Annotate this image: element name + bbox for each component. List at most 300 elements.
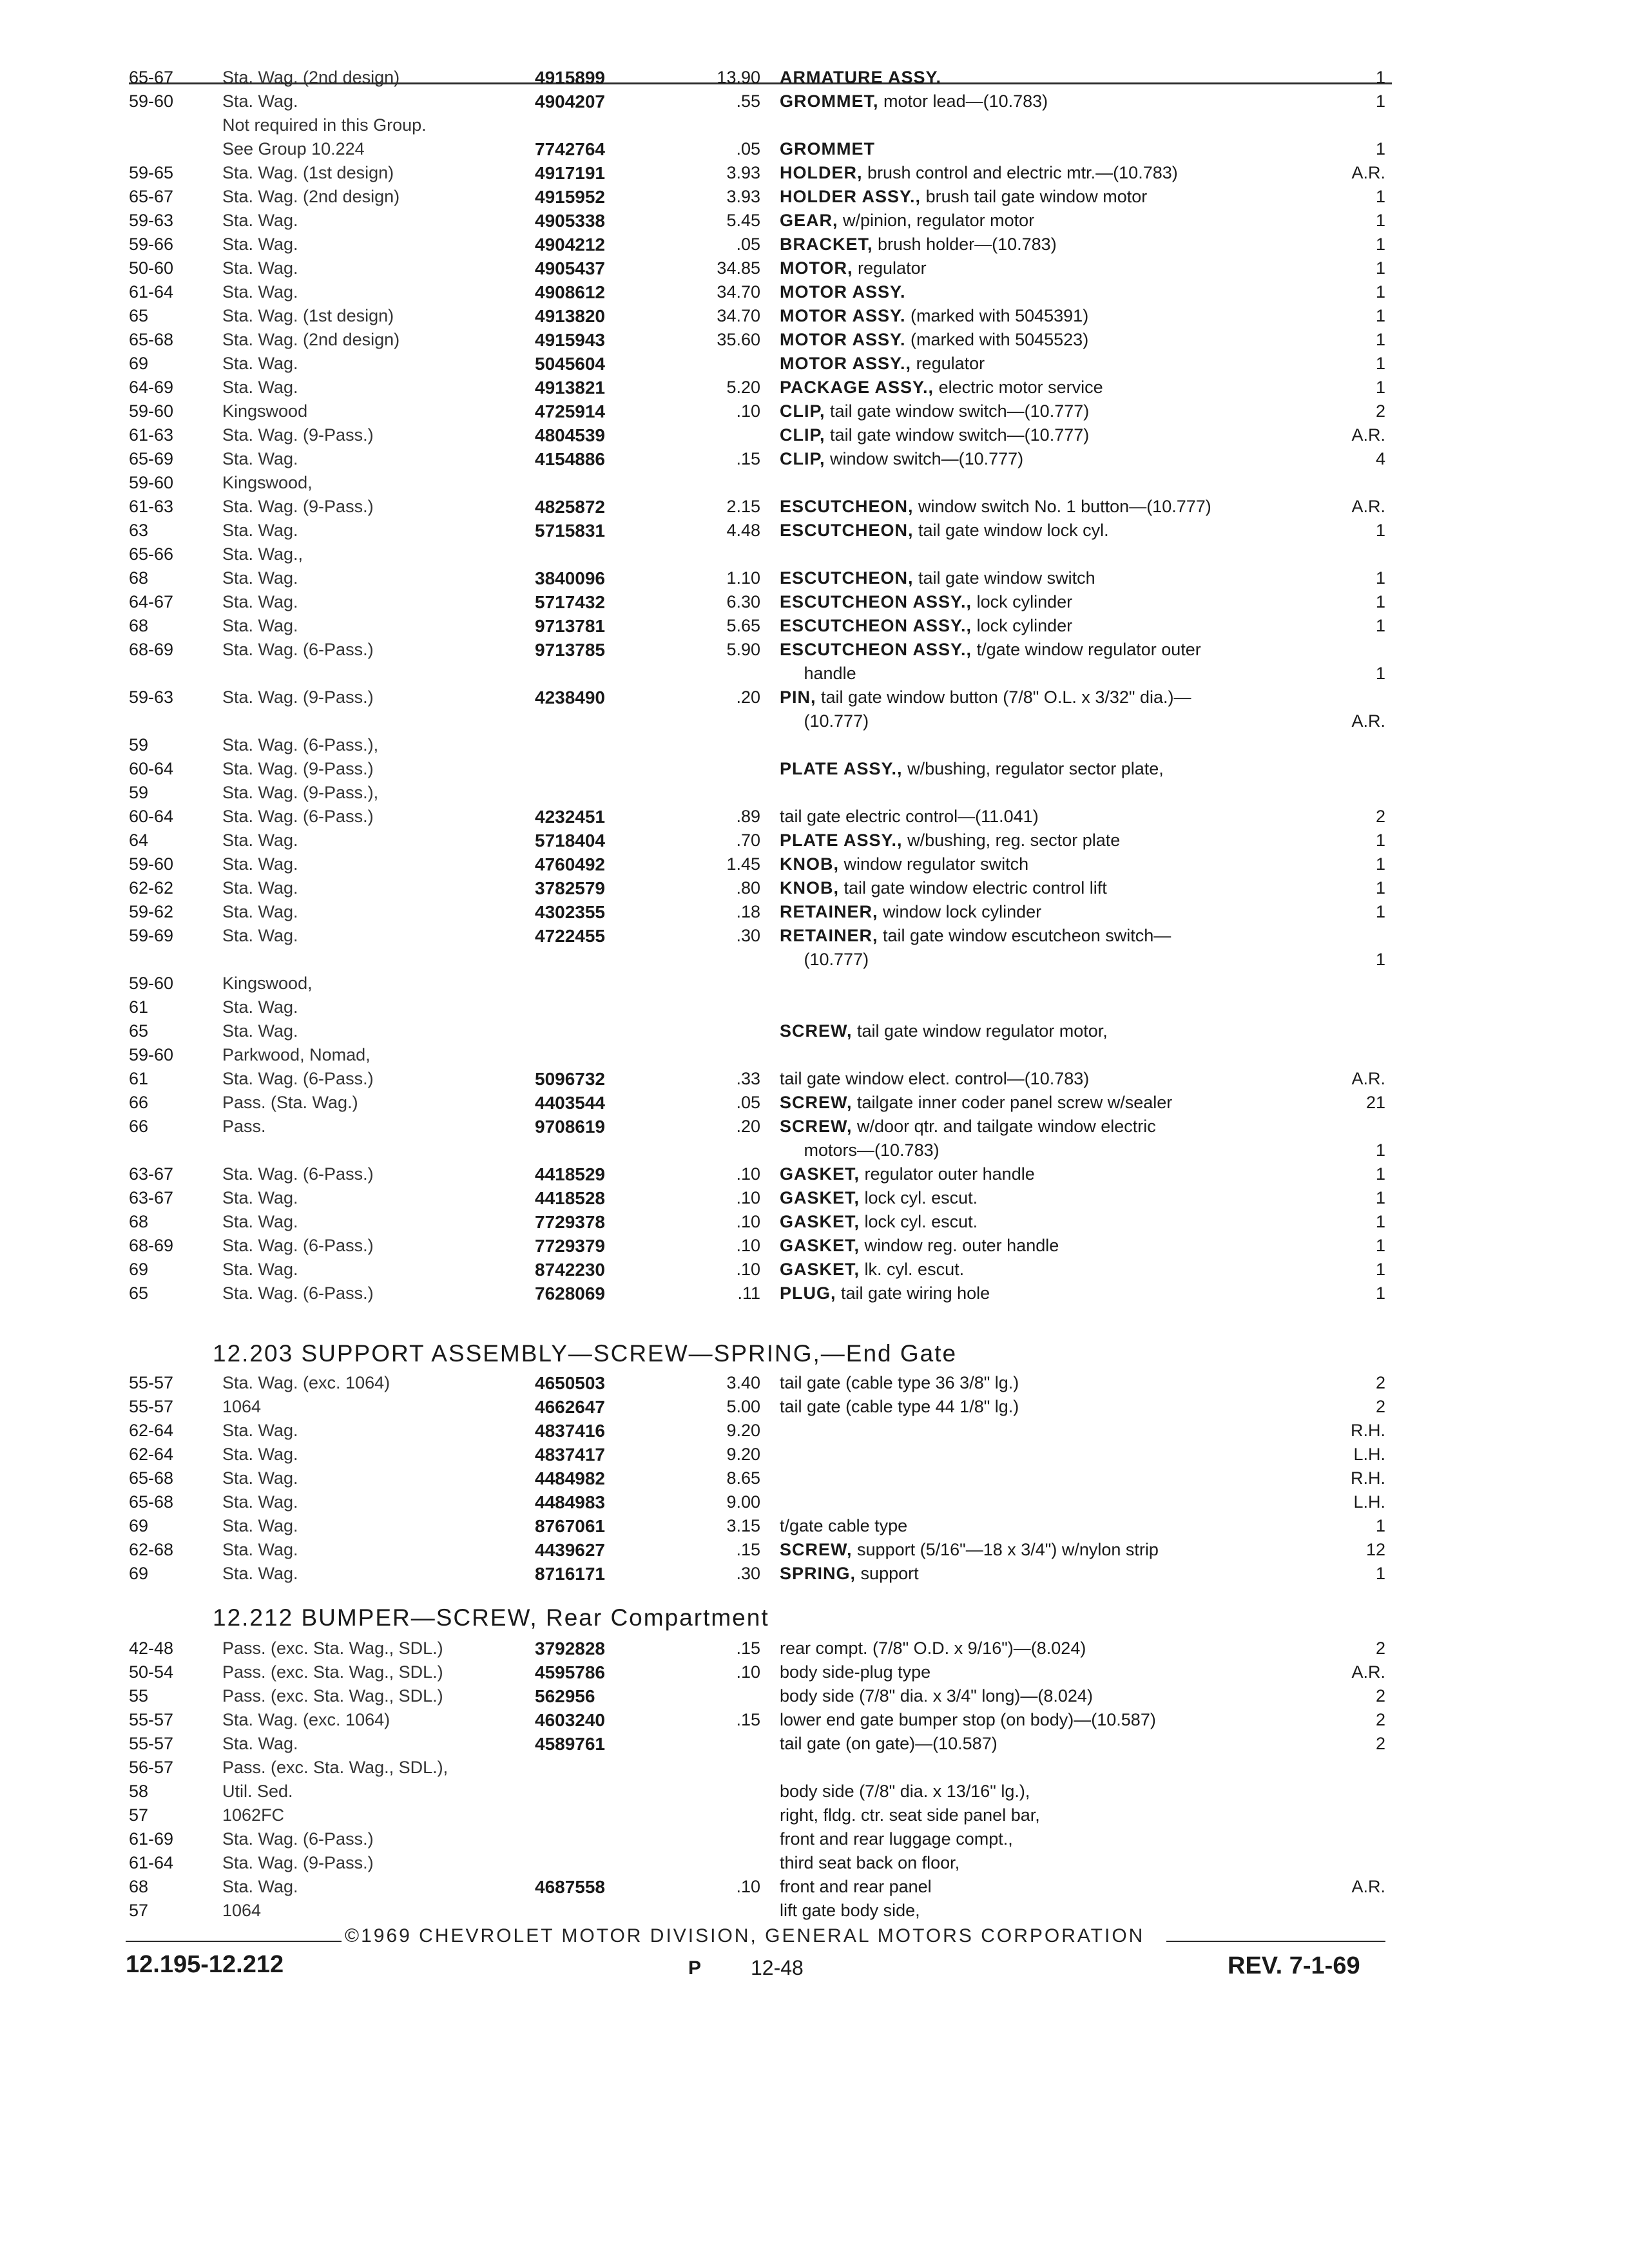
part-detail: lift gate body side, xyxy=(780,1901,920,1920)
list-price: 3.93 xyxy=(726,163,760,182)
part-number: 4418529 xyxy=(535,1164,606,1184)
part-description xyxy=(780,1091,1334,1115)
part-description xyxy=(780,185,1334,209)
part-number: 4915943 xyxy=(535,330,606,350)
model-description: Sta. Wag. xyxy=(222,616,298,635)
part-name: SCREW, xyxy=(780,1021,853,1041)
model-description: Sta. Wag. xyxy=(222,1877,298,1896)
part-detail: front and rear luggage compt., xyxy=(780,1829,1013,1849)
model-years: 68-69 xyxy=(129,1236,174,1255)
part-detail: lk. cyl. escut. xyxy=(864,1260,965,1279)
model-years: 65 xyxy=(129,306,149,325)
parts-row xyxy=(129,471,1392,495)
model-description: Sta. Wag. xyxy=(222,568,298,588)
part-number: 3792828 xyxy=(535,1639,606,1658)
part-detail: rear compt. (7/8" O.D. x 9/16")—(8.024) xyxy=(780,1639,1086,1658)
model-description: Sta. Wag. xyxy=(222,1564,298,1583)
model-description: Util. Sed. xyxy=(222,1782,293,1801)
part-number: 4154886 xyxy=(535,449,606,469)
part-detail: tail gate (cable type 44 1/8" lg.) xyxy=(780,1397,1019,1416)
part-name: RETAINER, xyxy=(780,926,878,945)
part-number: 4662647 xyxy=(535,1397,606,1417)
list-price: 3.15 xyxy=(726,1516,760,1535)
model-years: 59-62 xyxy=(129,902,174,921)
quantity: A.R. xyxy=(1351,1069,1385,1088)
quantity: A.R. xyxy=(1351,1662,1385,1682)
model-description: Sta. Wag. (2nd design) xyxy=(222,68,400,87)
list-price: 34.70 xyxy=(717,282,760,302)
part-detail: body side-plug type xyxy=(780,1662,931,1682)
part-number: 4603240 xyxy=(535,1710,606,1730)
part-description xyxy=(780,662,1334,686)
parts-row xyxy=(129,113,1392,137)
quantity: 4 xyxy=(1375,449,1385,468)
list-price: .10 xyxy=(736,1877,760,1896)
parts-row xyxy=(129,1282,1392,1305)
model-description: Sta. Wag. (exc. 1064) xyxy=(222,1373,390,1392)
parts-row xyxy=(129,447,1392,471)
part-description xyxy=(780,1851,1334,1875)
model-years: 63 xyxy=(129,521,149,540)
quantity: 1 xyxy=(1375,1283,1385,1303)
model-years: 65 xyxy=(129,1021,149,1041)
part-number: 3782579 xyxy=(535,878,606,898)
part-description xyxy=(780,399,1334,423)
quantity: 2 xyxy=(1375,401,1385,421)
model-years: 64-67 xyxy=(129,592,174,611)
model-years: 65-67 xyxy=(129,68,174,87)
part-number: 4439627 xyxy=(535,1540,606,1560)
model-description: Sta. Wag. xyxy=(222,1516,298,1535)
parts-row xyxy=(129,566,1392,590)
list-price: 8.65 xyxy=(726,1468,760,1488)
part-name: KNOB, xyxy=(780,878,839,898)
part-detail: w/bushing, reg. sector plate xyxy=(907,831,1121,850)
list-price: 2.15 xyxy=(726,497,760,516)
part-number: 4687558 xyxy=(535,1877,606,1897)
list-price: .89 xyxy=(736,807,760,826)
part-name: PLATE ASSY., xyxy=(780,831,903,850)
model-years: 59-60 xyxy=(129,854,174,874)
model-description: Sta. Wag. (6-Pass.) xyxy=(222,1829,374,1849)
model-years: 55 xyxy=(129,1686,149,1706)
model-description: Sta. Wag. xyxy=(222,854,298,874)
parts-row xyxy=(129,1899,1392,1923)
part-name: PACKAGE ASSY., xyxy=(780,378,934,397)
quantity: A.R. xyxy=(1351,1877,1385,1896)
parts-row xyxy=(129,256,1392,280)
part-description xyxy=(780,1899,1334,1923)
part-detail: motors—(10.783) xyxy=(780,1140,940,1160)
part-detail: tail gate window button (7/8" O.L. x 3/32" dia.)— xyxy=(821,687,1191,707)
part-detail: support (5/16"—18 x 3/4") w/nylon strip xyxy=(857,1540,1159,1559)
model-years: 59-60 xyxy=(129,401,174,421)
list-price: 5.65 xyxy=(726,616,760,635)
part-name: ESCUTCHEON, xyxy=(780,497,914,516)
quantity: 1 xyxy=(1375,616,1385,635)
part-detail: t/gate window regulator outer xyxy=(976,640,1201,659)
model-description: Sta. Wag. xyxy=(222,1421,298,1440)
model-description: Sta. Wag. xyxy=(222,235,298,254)
parts-row xyxy=(129,352,1392,376)
quantity: 1 xyxy=(1375,91,1385,111)
list-price: .10 xyxy=(736,401,760,421)
part-description xyxy=(780,1637,1334,1660)
model-years: 61-69 xyxy=(129,1829,174,1849)
part-number: 4904212 xyxy=(535,235,606,255)
part-description xyxy=(780,1395,1334,1419)
model-years: 50-60 xyxy=(129,258,174,278)
part-description xyxy=(780,161,1334,185)
part-detail: tail gate window electric control lift xyxy=(843,878,1107,898)
part-detail: brush control and electric mtr.—(10.783) xyxy=(867,163,1178,182)
model-description: Not required in this Group. xyxy=(222,115,427,135)
part-number: 4917191 xyxy=(535,163,606,183)
part-number: 4804539 xyxy=(535,425,606,445)
parts-row xyxy=(129,233,1392,256)
part-detail: window regulator switch xyxy=(843,854,1029,874)
section-header-12-212: 12.212 BUMPER—SCREW, Rear Compartment xyxy=(213,1604,769,1631)
part-detail: lock cylinder xyxy=(976,592,1073,611)
part-description xyxy=(780,686,1334,709)
part-detail: motor lead—(10.783) xyxy=(883,91,1048,111)
quantity: 1 xyxy=(1375,306,1385,325)
part-description xyxy=(780,876,1334,900)
quantity: 1 xyxy=(1375,187,1385,206)
part-name: HOLDER ASSY., xyxy=(780,187,921,206)
part-description xyxy=(780,1875,1334,1899)
part-detail: w/door qtr. and tailgate window electric xyxy=(857,1117,1156,1136)
part-detail: lock cyl. escut. xyxy=(864,1212,978,1231)
part-detail: handle xyxy=(780,664,856,683)
list-price: .30 xyxy=(736,1564,760,1583)
parts-row xyxy=(129,733,1392,757)
part-detail: regulator xyxy=(916,354,985,373)
model-description: Sta. Wag. xyxy=(222,592,298,611)
part-number: 4905437 xyxy=(535,258,606,278)
model-description: Pass. xyxy=(222,1117,266,1136)
part-description xyxy=(780,1115,1334,1139)
quantity: R.H. xyxy=(1351,1468,1385,1488)
part-description xyxy=(780,1282,1334,1305)
model-years: 62-68 xyxy=(129,1540,174,1559)
model-years: 65-69 xyxy=(129,449,174,468)
parts-row xyxy=(129,1067,1392,1091)
model-years: 59-66 xyxy=(129,235,174,254)
model-description: Pass. (exc. Sta. Wag., SDL.) xyxy=(222,1662,443,1682)
part-number: 7729378 xyxy=(535,1212,606,1232)
quantity: 1 xyxy=(1375,258,1385,278)
parts-row xyxy=(129,852,1392,876)
part-number: 8767061 xyxy=(535,1516,606,1536)
model-description: Sta. Wag. (6-Pass.) xyxy=(222,640,374,659)
model-years: 69 xyxy=(129,1260,149,1279)
part-description xyxy=(780,137,1334,161)
model-years: 65-68 xyxy=(129,1492,174,1512)
part-detail: tail gate window switch—(10.777) xyxy=(830,425,1090,445)
part-number: 4418528 xyxy=(535,1188,606,1208)
parts-row xyxy=(129,1732,1392,1756)
parts-row xyxy=(129,1875,1392,1899)
model-years: 69 xyxy=(129,354,149,373)
part-number: 4403544 xyxy=(535,1093,606,1113)
part-detail: tail gate window switch xyxy=(918,568,1095,588)
model-description: Pass. (Sta. Wag.) xyxy=(222,1093,358,1112)
list-price: .15 xyxy=(736,1540,760,1559)
quantity: 2 xyxy=(1375,1397,1385,1416)
model-description: Sta. Wag. xyxy=(222,1212,298,1231)
parts-row xyxy=(129,1562,1392,1586)
parts-row xyxy=(129,66,1392,90)
part-description xyxy=(780,352,1334,376)
list-price: 35.60 xyxy=(717,330,760,349)
list-price: .10 xyxy=(736,1260,760,1279)
model-description: 1064 xyxy=(222,1901,262,1920)
part-detail: brush tail gate window motor xyxy=(925,187,1148,206)
model-years: 66 xyxy=(129,1117,149,1136)
part-number: 4825872 xyxy=(535,497,606,517)
part-number: 4837416 xyxy=(535,1421,606,1441)
model-years: 50-54 xyxy=(129,1662,174,1682)
model-description: Sta. Wag. xyxy=(222,1021,298,1041)
part-detail: t/gate cable type xyxy=(780,1516,908,1535)
part-detail: lock cyl. escut. xyxy=(864,1188,978,1207)
part-name: MOTOR ASSY. xyxy=(780,306,906,325)
part-name: SPRING, xyxy=(780,1564,856,1583)
parts-row xyxy=(129,1538,1392,1562)
part-number: 4725914 xyxy=(535,401,606,421)
part-number: 7628069 xyxy=(535,1283,606,1303)
parts-row xyxy=(129,805,1392,829)
part-name: MOTOR, xyxy=(780,258,853,278)
part-name: PLATE ASSY., xyxy=(780,759,903,778)
parts-row xyxy=(129,638,1392,662)
parts-row xyxy=(129,399,1392,423)
model-years: 61 xyxy=(129,997,149,1017)
model-description: Sta. Wag. xyxy=(222,1492,298,1512)
part-detail: tail gate wiring hole xyxy=(841,1283,990,1303)
part-name: MOTOR ASSY., xyxy=(780,354,912,373)
part-number: 8716171 xyxy=(535,1564,606,1584)
part-detail: tailgate inner coder panel screw w/sealer xyxy=(857,1093,1173,1112)
list-price: 13.90 xyxy=(717,68,760,87)
part-description xyxy=(780,757,1334,781)
model-years: 59-60 xyxy=(129,974,174,993)
list-price: 4.48 xyxy=(726,521,760,540)
model-years: 59 xyxy=(129,783,149,802)
model-years: 42-48 xyxy=(129,1639,174,1658)
parts-row xyxy=(129,1756,1392,1780)
parts-row xyxy=(129,423,1392,447)
part-detail: window lock cylinder xyxy=(883,902,1042,921)
part-number: 7729379 xyxy=(535,1236,606,1256)
list-price: 1.45 xyxy=(726,854,760,874)
model-years: 60-64 xyxy=(129,807,174,826)
part-detail: (10.777) xyxy=(780,711,869,731)
quantity: 2 xyxy=(1375,1373,1385,1392)
quantity: 2 xyxy=(1375,1639,1385,1658)
part-number: 4650503 xyxy=(535,1373,606,1393)
quantity: 1 xyxy=(1375,1188,1385,1207)
part-description xyxy=(780,1514,1334,1538)
part-description xyxy=(780,829,1334,852)
quantity: A.R. xyxy=(1351,711,1385,731)
part-number: 4302355 xyxy=(535,902,606,922)
parts-row xyxy=(129,1514,1392,1538)
model-description: Sta. Wag. xyxy=(222,1540,298,1559)
parts-row xyxy=(129,972,1392,995)
model-description: Sta. Wag. xyxy=(222,378,298,397)
parts-row xyxy=(129,709,1392,733)
part-detail: tail gate (cable type 36 3/8" lg.) xyxy=(780,1373,1019,1392)
model-years: 59-60 xyxy=(129,91,174,111)
part-description xyxy=(780,900,1334,924)
model-years: 56-57 xyxy=(129,1758,174,1777)
list-price: 9.20 xyxy=(726,1421,760,1440)
part-description xyxy=(780,66,1334,90)
parts-row xyxy=(129,304,1392,328)
model-years: 69 xyxy=(129,1516,149,1535)
quantity: 2 xyxy=(1375,1710,1385,1729)
quantity: 1 xyxy=(1375,378,1385,397)
part-number: 4913821 xyxy=(535,378,606,398)
model-description: Sta. Wag. xyxy=(222,1260,298,1279)
quantity: 1 xyxy=(1375,68,1385,87)
model-years: 59-60 xyxy=(129,473,174,492)
part-detail: tail gate window elect. control—(10.783) xyxy=(780,1069,1090,1088)
part-detail: regulator xyxy=(858,258,927,278)
model-years: 65-67 xyxy=(129,187,174,206)
model-description: Sta. Wag. (9-Pass.) xyxy=(222,497,374,516)
part-description xyxy=(780,1258,1334,1282)
model-years: 59-63 xyxy=(129,687,174,707)
part-description xyxy=(780,590,1334,614)
part-name: ESCUTCHEON, xyxy=(780,521,914,540)
model-years: 63-67 xyxy=(129,1164,174,1184)
list-price: .10 xyxy=(736,1662,760,1682)
part-name: RETAINER, xyxy=(780,902,878,921)
part-description xyxy=(780,423,1334,447)
part-detail: tail gate (on gate)—(10.587) xyxy=(780,1734,998,1753)
model-years: 59-65 xyxy=(129,163,174,182)
part-number: 4232451 xyxy=(535,807,606,827)
parts-row xyxy=(129,495,1392,519)
model-years: 55-57 xyxy=(129,1734,174,1753)
model-description: Sta. Wag. xyxy=(222,1445,298,1464)
model-years: 61-64 xyxy=(129,282,174,302)
model-years: 64-69 xyxy=(129,378,174,397)
quantity: 1 xyxy=(1375,831,1385,850)
part-number: 8742230 xyxy=(535,1260,606,1280)
part-description xyxy=(780,1708,1334,1732)
quantity: 1 xyxy=(1375,330,1385,349)
list-price: 3.93 xyxy=(726,187,760,206)
model-description: Parkwood, Nomad, xyxy=(222,1045,371,1064)
part-description xyxy=(780,1371,1334,1395)
model-years: 58 xyxy=(129,1782,149,1801)
model-description: Sta. Wag. xyxy=(222,997,298,1017)
part-name: MOTOR ASSY. xyxy=(780,330,906,349)
part-number: 4589761 xyxy=(535,1734,606,1754)
part-detail: w/pinion, regulator motor xyxy=(843,211,1035,230)
parts-row xyxy=(129,185,1392,209)
model-description: Sta. Wag. xyxy=(222,926,298,945)
part-description xyxy=(780,1660,1334,1684)
list-price: .05 xyxy=(736,139,760,159)
part-number: 3840096 xyxy=(535,568,606,588)
parts-row xyxy=(129,280,1392,304)
part-description xyxy=(780,948,1334,972)
model-description: Sta. Wag. (exc. 1064) xyxy=(222,1710,390,1729)
parts-row xyxy=(129,876,1392,900)
parts-row xyxy=(129,1043,1392,1067)
model-description: Sta. Wag., xyxy=(222,544,304,564)
footer-copyright: ©1969 CHEVROLET MOTOR DIVISION, GENERAL MOTORS CORPORATION xyxy=(345,1925,1145,1946)
model-description: 1062FC xyxy=(222,1805,285,1825)
quantity: 2 xyxy=(1375,1686,1385,1706)
part-name: KNOB, xyxy=(780,854,839,874)
part-detail: (10.777) xyxy=(780,950,869,969)
list-price: 5.90 xyxy=(726,640,760,659)
model-years: 63-67 xyxy=(129,1188,174,1207)
part-description xyxy=(780,1210,1334,1234)
model-description: Sta. Wag. (9-Pass.) xyxy=(222,759,374,778)
model-years: 68-69 xyxy=(129,640,174,659)
model-description: Sta. Wag. (1st design) xyxy=(222,306,394,325)
list-price: .20 xyxy=(736,687,760,707)
model-years: 68 xyxy=(129,1877,149,1896)
part-number: 4904207 xyxy=(535,91,606,111)
list-price: .70 xyxy=(736,831,760,850)
footer-revision: REV. 7-1-69 xyxy=(1228,1952,1360,1979)
part-detail: regulator outer handle xyxy=(864,1164,1035,1184)
quantity: 1 xyxy=(1375,1564,1385,1583)
list-price: .15 xyxy=(736,449,760,468)
parts-row xyxy=(129,686,1392,709)
part-name: ESCUTCHEON ASSY., xyxy=(780,640,972,659)
part-description xyxy=(780,924,1334,948)
part-description xyxy=(780,1186,1334,1210)
model-years: 59-63 xyxy=(129,211,174,230)
parts-row xyxy=(129,90,1392,113)
parts-row xyxy=(129,543,1392,566)
quantity: 1 xyxy=(1375,1212,1385,1231)
parts-row xyxy=(129,1395,1392,1419)
part-number: 4908612 xyxy=(535,282,606,302)
model-description: Sta. Wag. xyxy=(222,831,298,850)
part-description xyxy=(780,1780,1334,1803)
parts-row xyxy=(129,1780,1392,1803)
quantity: 1 xyxy=(1375,1236,1385,1255)
model-years: 61-63 xyxy=(129,425,174,445)
model-years: 59-69 xyxy=(129,926,174,945)
footer-page-letter: P xyxy=(688,1957,702,1979)
part-detail: right, fldg. ctr. seat side panel bar, xyxy=(780,1805,1040,1825)
quantity: 21 xyxy=(1365,1093,1385,1112)
part-name: SCREW, xyxy=(780,1093,853,1112)
parts-row xyxy=(129,1803,1392,1827)
list-price: .80 xyxy=(736,878,760,898)
list-price: .20 xyxy=(736,1117,760,1136)
part-detail: window switch No. 1 button—(10.777) xyxy=(918,497,1211,516)
part-name: PIN, xyxy=(780,687,816,707)
parts-row xyxy=(129,1234,1392,1258)
part-number: 9713785 xyxy=(535,640,606,660)
list-price: 34.85 xyxy=(717,258,760,278)
quantity: 1 xyxy=(1375,568,1385,588)
part-description xyxy=(780,233,1334,256)
model-description: Sta. Wag. (9-Pass.), xyxy=(222,783,379,802)
